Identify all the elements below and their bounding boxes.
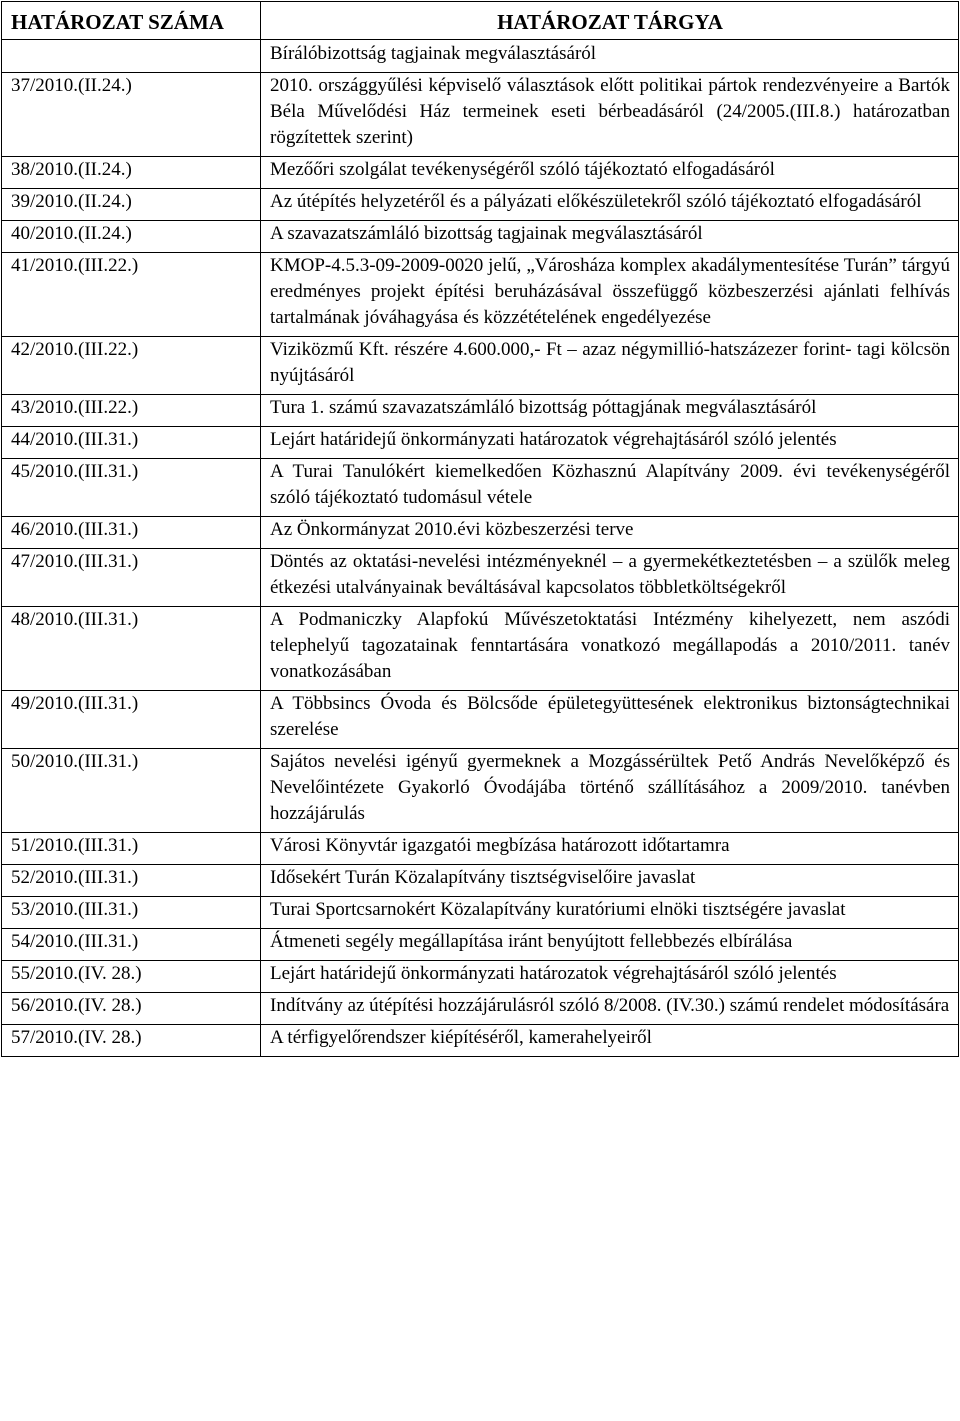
resolution-number (2, 40, 261, 73)
table-row (2, 1025, 959, 1057)
table-row (2, 897, 959, 929)
resolution-number: 46/2010.(III.31.) (2, 517, 261, 549)
resolution-subject: Indítvány az útépítési hozzájárulásról szóló 8/2008. (IV.30.) számú rendelet módosítására (261, 993, 959, 1025)
resolution-subject: Az Önkormányzat 2010.évi közbeszerzési terve (261, 517, 959, 549)
resolution-number: 56/2010.(IV. 28.) (2, 993, 261, 1025)
resolution-number: 37/2010.(II.24.) (2, 73, 261, 157)
resolution-subject: Bírálóbizottság tagjainak megválasztásáról (261, 40, 959, 73)
resolution-subject: Tura 1. számú szavazatszámláló bizottság póttagjának megválasztásáról (261, 395, 959, 427)
table-row (2, 337, 959, 395)
resolution-subject: A Turai Tanulókért kiemelkedően Közhasznú Alapítvány 2009. évi tevékenységéről szóló tájékoztató tudomásul vétele (261, 459, 959, 517)
resolution-number: 48/2010.(III.31.) (2, 607, 261, 691)
resolution-subject: Viziközmű Kft. részére 4.600.000,- Ft – azaz négymillió-hatszázezer forint- tagi kölcsön nyújtásáról (261, 337, 959, 395)
resolution-number: 53/2010.(III.31.) (2, 897, 261, 929)
resolution-number: 45/2010.(III.31.) (2, 459, 261, 517)
resolution-number: 41/2010.(III.22.) (2, 253, 261, 337)
table-row (2, 961, 959, 993)
table-row (2, 459, 959, 517)
table-row (2, 993, 959, 1025)
table-row (2, 749, 959, 833)
resolution-subject: Turai Sportcsarnokért Közalapítvány kuratóriumi elnöki tisztségére javaslat (261, 897, 959, 929)
resolution-number: 47/2010.(III.31.) (2, 549, 261, 607)
resolution-number: 44/2010.(III.31.) (2, 427, 261, 459)
resolutions-table (1, 1, 959, 1057)
resolution-subject: Lejárt határidejű önkormányzati határozatok végrehajtásáról szóló jelentés (261, 961, 959, 993)
table-row (2, 833, 959, 865)
table-row (2, 517, 959, 549)
resolution-subject: A térfigyelőrendszer kiépítéséről, kamerahelyeiről (261, 1025, 959, 1057)
resolution-number: 55/2010.(IV. 28.) (2, 961, 261, 993)
table-row (2, 253, 959, 337)
resolution-subject: Városi Könyvtár igazgatói megbízása határozott időtartamra (261, 833, 959, 865)
table-row (2, 427, 959, 459)
table-row (2, 189, 959, 221)
resolution-number: 57/2010.(IV. 28.) (2, 1025, 261, 1057)
resolution-subject: 2010. országgyűlési képviselő választások előtt politikai pártok rendezvényeire a Bartók Béla Művelődési Ház termeinek eseti bérbeadásáról (24/2005.(III.8.) határozatban rögzítettek szerint) (261, 73, 959, 157)
table-row (2, 691, 959, 749)
resolution-subject: A szavazatszámláló bizottság tagjainak megválasztásáról (261, 221, 959, 253)
resolution-subject: Az útépítés helyzetéről és a pályázati előkészületekről szóló tájékoztató elfogadásáról (261, 189, 959, 221)
table-row (2, 929, 959, 961)
resolution-number: 52/2010.(III.31.) (2, 865, 261, 897)
table-row (2, 549, 959, 607)
resolution-subject: Mezőőri szolgálat tevékenységéről szóló tájékoztató elfogadásáról (261, 157, 959, 189)
header-resolution-subject: HATÁROZAT TÁRGYA (261, 2, 959, 40)
resolution-subject: Átmeneti segély megállapítása iránt benyújtott fellebbezés elbírálása (261, 929, 959, 961)
resolution-subject: Sajátos nevelési igényű gyermeknek a Mozgássérültek Pető András Nevelőképző és Nevelőintézete Gyakorló Óvodájába történő szállításához a 2009/2010. tanévben hozzájárulás (261, 749, 959, 833)
resolution-number: 42/2010.(III.22.) (2, 337, 261, 395)
resolution-subject: A Podmaniczky Alapfokú Művészetoktatási Intézmény kihelyezett, nem aszódi telephelyű tagozatainak fenntartására vonatkozó megállapodás a 2010/2011. tanév vonatkozásában (261, 607, 959, 691)
resolution-subject: Idősekért Turán Közalapítvány tisztségviselőire javaslat (261, 865, 959, 897)
table-row (2, 865, 959, 897)
table-row (2, 157, 959, 189)
resolution-number: 38/2010.(II.24.) (2, 157, 261, 189)
resolution-number: 50/2010.(III.31.) (2, 749, 261, 833)
table-row (2, 40, 959, 73)
resolution-number: 49/2010.(III.31.) (2, 691, 261, 749)
table-header-row (2, 2, 959, 40)
resolution-subject: A Többsincs Óvoda és Bölcsőde épületegyüttesének elektronikus biztonságtechnikai szerelése (261, 691, 959, 749)
table-body (2, 40, 959, 1057)
table-row (2, 607, 959, 691)
table-row (2, 221, 959, 253)
table-row (2, 73, 959, 157)
resolution-number: 51/2010.(III.31.) (2, 833, 261, 865)
resolution-subject: KMOP-4.5.3-09-2009-0020 jelű, „Városháza komplex akadálymentesítése Turán” tárgyú eredményes projekt építési beruházásával összefüggő közbeszerzési ajánlati felhívás tartalmának jóváhagyása és közzétételének engedélyezése (261, 253, 959, 337)
resolution-subject: Döntés az oktatási-nevelési intézményeknél – a gyermekétkeztetésben – a szülők meleg étkezési utalványainak beváltásával kapcsolatos többletköltségekről (261, 549, 959, 607)
resolution-number: 43/2010.(III.22.) (2, 395, 261, 427)
resolution-number: 39/2010.(II.24.) (2, 189, 261, 221)
resolution-subject: Lejárt határidejű önkormányzati határozatok végrehajtásáról szóló jelentés (261, 427, 959, 459)
header-resolution-number: HATÁROZAT SZÁMA (2, 2, 261, 40)
table-row (2, 395, 959, 427)
resolution-number: 54/2010.(III.31.) (2, 929, 261, 961)
resolution-number: 40/2010.(II.24.) (2, 221, 261, 253)
